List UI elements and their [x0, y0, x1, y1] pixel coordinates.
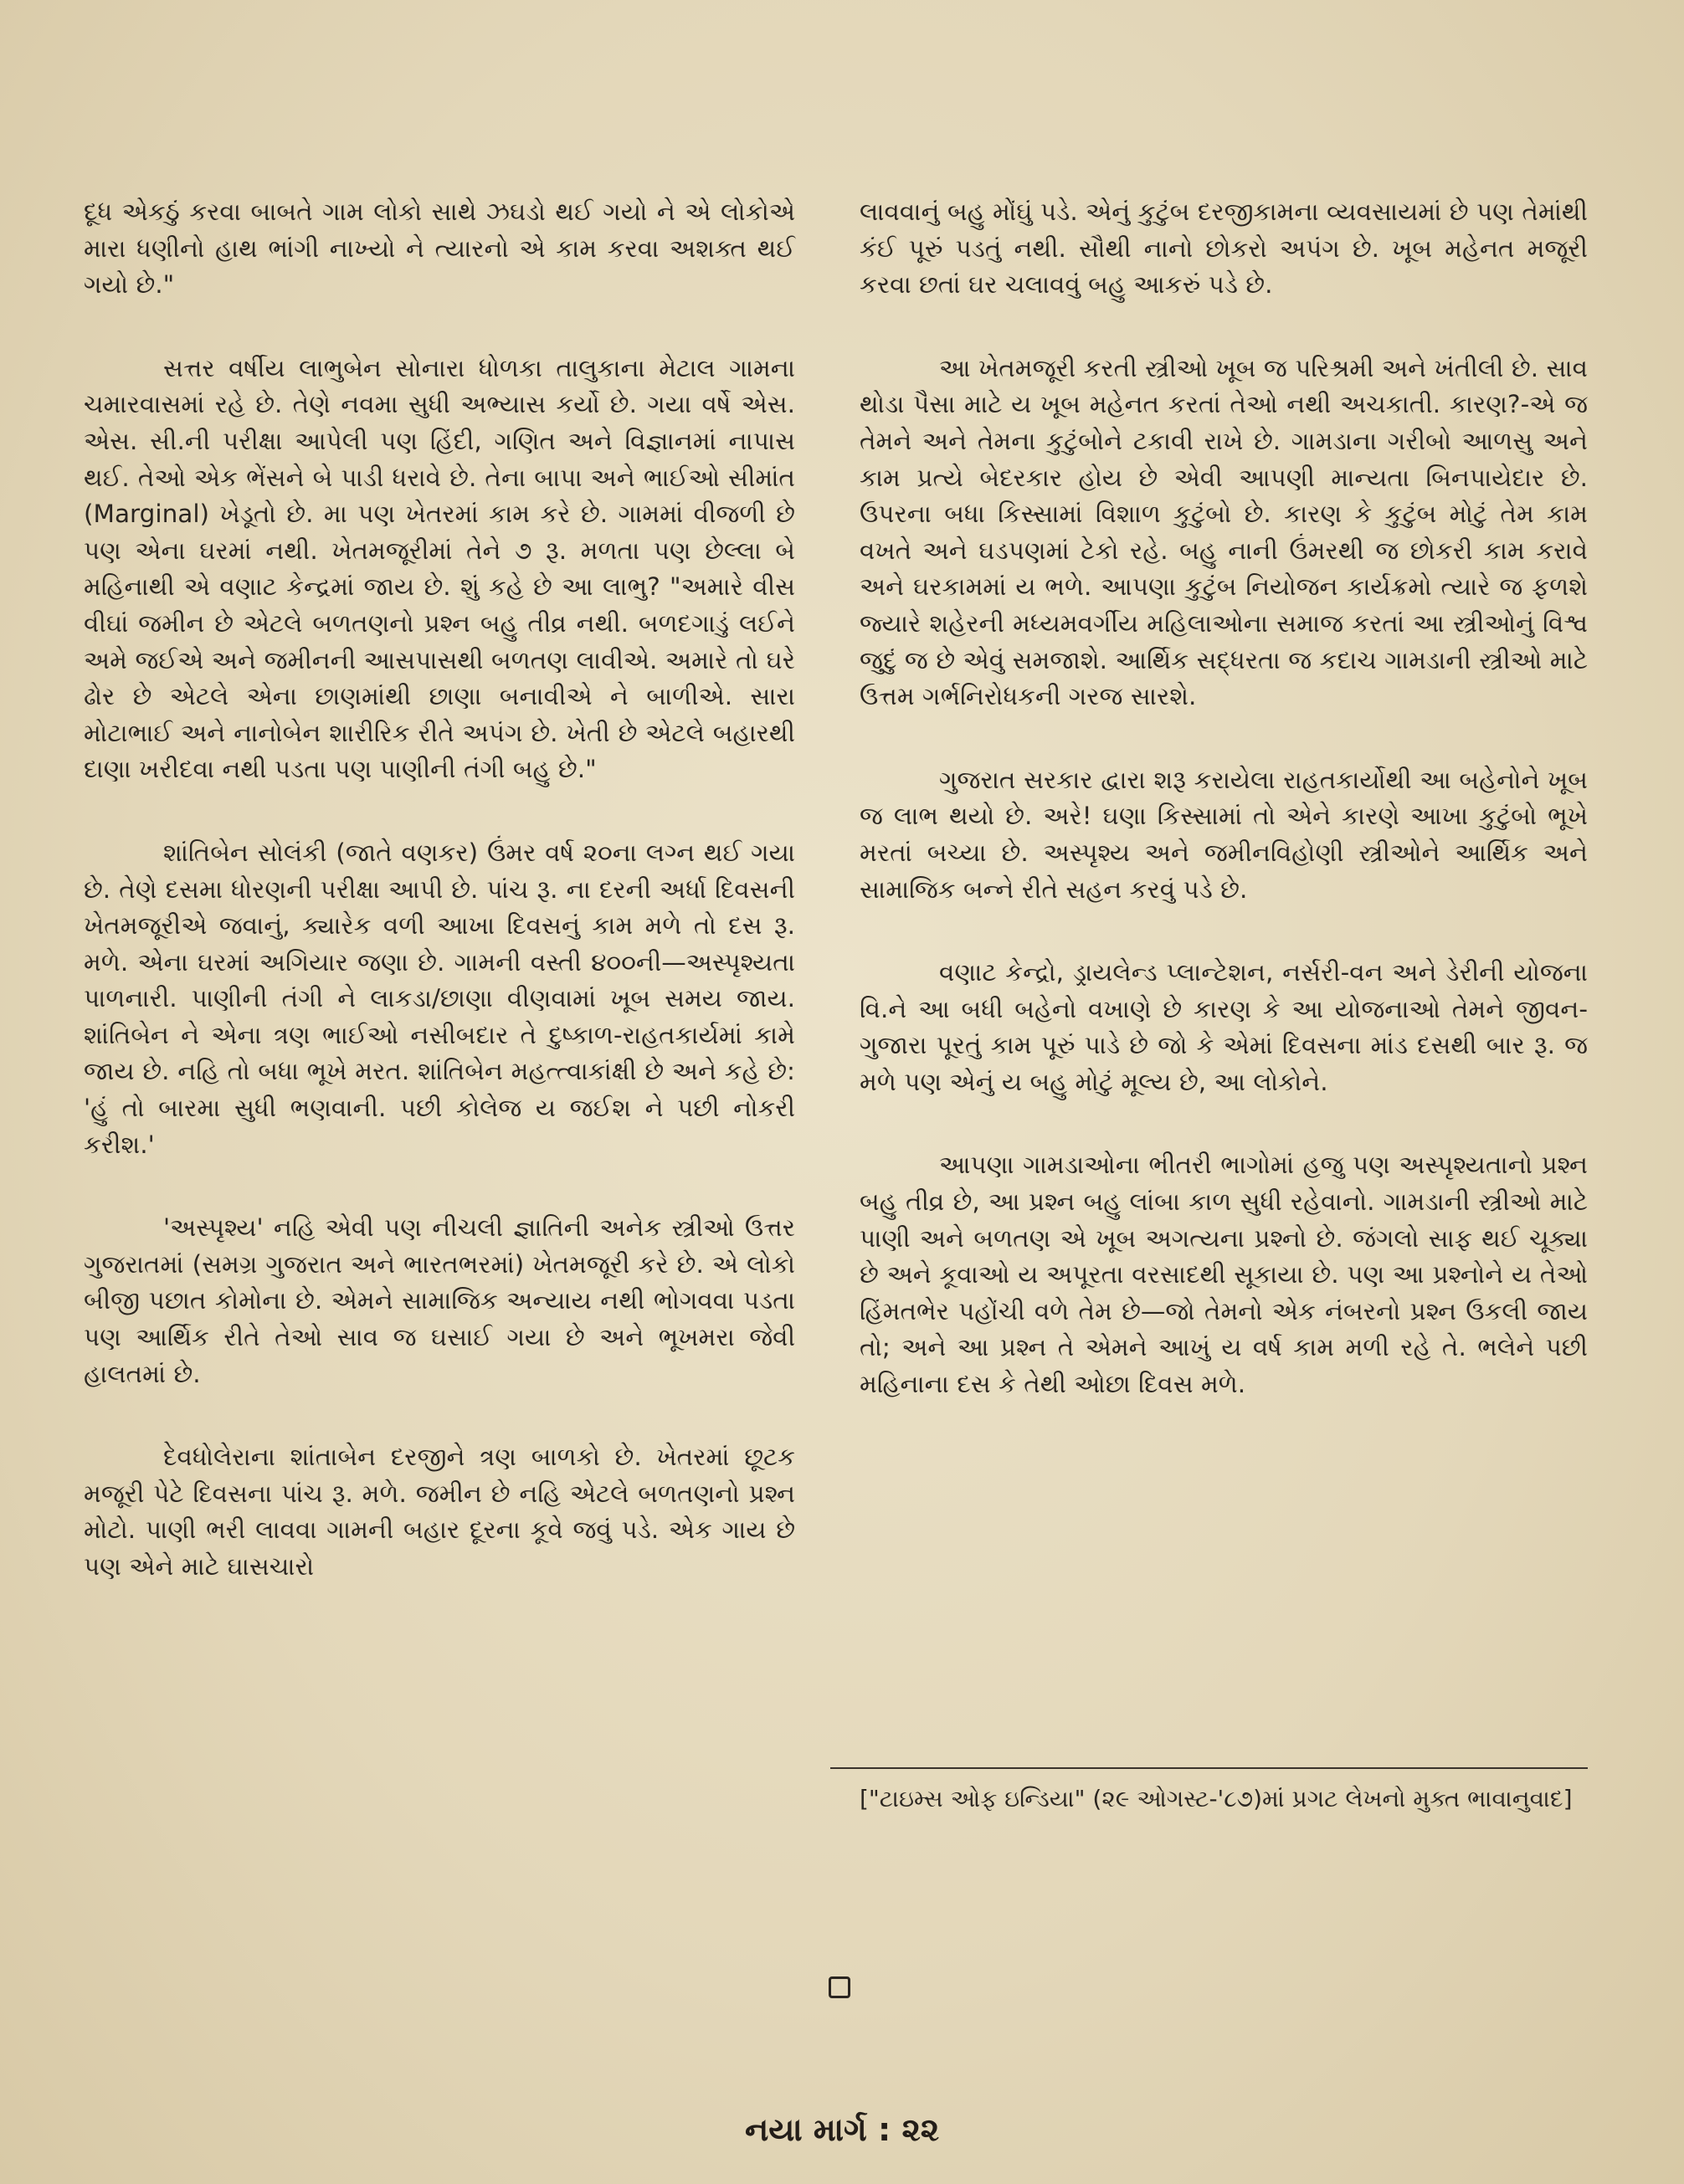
- paragraph: લાવવાનું બહુ મોંઘું પડે. એનું કુટુંબ દરજીકામના વ્યવસાયમાં છે પણ તેમાંથી કંઈ પૂરું પડતું નથી. સૌથી નાનો છોકરો અપંગ છે. ખૂબ મહેનત મજૂરી કરવા છતાં ઘર ચલાવવું બહુ આકરું પડે છે.: [860, 197, 1588, 300]
- source-note: ["ટાઇમ્સ ઓફ ઇન્ડિયા" (૨૯ ઓગસ્ટ-'૮૭)માં પ્રગટ લેખનો મુક્ત ભાવાનુવાદ]: [860, 1785, 1573, 1812]
- paragraph: દેવધોલેરાના શાંતાબેન દરજીને ત્રણ બાળકો છે. ખેતરમાં છૂટક મજૂરી પેટે દિવસના પાંચ રૂ. મળે. જમીન છે નહિ એટલે બળતણનો પ્રશ્ન મોટો. પાણી ભરી લાવવા ગામની બહાર દૂરના કૂવે જવું પડે. એક ગાય છે પણ એને માટે ઘાસચારો: [84, 1443, 795, 1581]
- end-mark-icon: [829, 1976, 850, 1998]
- right-column: [860, 194, 1588, 1450]
- left-column: [84, 194, 795, 1633]
- paragraph: સત્તર વર્ષીય લાભુબેન સોનારા ધોળકા તાલુકાના મેટાલ ગામના ચમારવાસમાં રહે છે. તેણે નવમા સુધી અભ્યાસ કર્યો છે. ગયા વર્ષે એસ. એસ. સી.ની પરીક્ષા આપેલી પણ હિંદી, ગણિત અને વિજ્ઞાનમાં નાપાસ થઈ. તેઓ એક ભેંસને બે પાડી ધરાવે છે. તેના બાપા અને ભાઈઓ સીમાંત (Marginal) ખેડૂતો છે. મા પણ ખેતરમાં કામ કરે છે. ગામમાં વીજળી છે પણ એના ઘરમાં નથી. ખેતમજૂરીમાં તેને ૭ રૂ. મળતા પણ છેલ્લા બે મહિનાથી એ વણાટ કેન્દ્રમાં જાય છે. શું કહે છે આ લાભુ? "અમારે વીસ વીઘાં જમીન છે એટલે બળતણનો પ્રશ્ન બહુ તીવ્ર નથી. બળદગાડું લઈને અમે જઈએ અને જમીનની આસપાસથી બળતણ લાવીએ. અમારે તો ઘરે ઢોર છે એટલે એના છાણમાંથી છાણા બનાવીએ ને બાળીએ. સારા મોટાભાઈ અને નાનોબેન શારીરિક રીતે અપંગ છે. ખેતી છે એટલે બહારથી દાણા ખરીદવા નથી પડતા પણ પાણીની તંગી બહુ છે.": [84, 353, 795, 784]
- paragraph: ગુજરાત સરકાર દ્વારા શરૂ કરાયેલા રાહતકાર્યોથી આ બહેનોને ખૂબ જ લાભ થયો છે. અરે! ઘણા કિસ્સામાં તો એને કારણે આખા કુટુંબો ભૂખે મરતાં બચ્યા છે. અસ્પૃશ્ય અને જમીનવિહોણી સ્ત્રીઓને આર્થિક અને સામાજિક બન્ને રીતે સહન કરવું પડે છે.: [860, 765, 1588, 904]
- paragraph: 'અસ્પૃશ્ય' નહિ એવી પણ નીચલી જ્ઞાતિની અનેક સ્ત્રીઓ ઉત્તર ગુજરાતમાં (સમગ્ર ગુજરાત અને ભારતભરમાં) ખેતમજૂરી કરે છે. એ લોકો બીજી પછાત કોમોના છે. એમને સામાજિક અન્યાય નથી ભોગવવા પડતા પણ આર્થિક રીતે તેઓ સાવ જ ઘસાઈ ગયા છે અને ભૂખમરા જેવી હાલતમાં છે.: [84, 1213, 795, 1388]
- paragraph: વણાટ કેન્દ્રો, ડ્રાયલેન્ડ પ્લાન્ટેશન, નર્સરી-વન અને ડેરીની યોજના વિ.ને આ બધી બહેનો વખાણે છે કારણ કે આ યોજનાઓ તેમને જીવન-ગુજારા પૂરતું કામ પૂરું પાડે છે જો કે એમાં દિવસના માંડ દસથી બાર રૂ. જ મળે પણ એનું ય બહુ મોટું મૂલ્ય છે, આ લોકોને.: [860, 958, 1588, 1096]
- paragraph: આપણા ગામડાઓના ભીતરી ભાગોમાં હજુ પણ અસ્પૃશ્યતાનો પ્રશ્ન બહુ તીવ્ર છે, આ પ્રશ્ન બહુ લાંબા કાળ સુધી રહેવાનો. ગામડાની સ્ત્રીઓ માટે પાણી અને બળતણ એ ખૂબ અગત્યના પ્રશ્નો છે. જંગલો સાફ થઈ ચૂક્યા છે અને કૂવાઓ ય અપૂરતા વરસાદથી સૂકાયા છે. પણ આ પ્રશ્નોને ય તેઓ હિંમતભેર પહોંચી વળે તેમ છે—જો તેમનો એક નંબરનો પ્રશ્ન ઉકલી જાય તો; અને આ પ્રશ્ન તે એમને આખું ય વર્ષ કામ મળી રહે તે. ભલેને પછી મહિનાના દસ કે તેથી ઓછા દિવસ મળે.: [860, 1151, 1588, 1399]
- paragraph: દૂધ એકઠું કરવા બાબતે ગામ લોકો સાથે ઝઘડો થઈ ગયો ને એ લોકોએ મારા ધણીનો હાથ ભાંગી નાખ્યો ને ત્યારનો એ કામ કરવા અશક્ત થઈ ગયો છે.": [84, 197, 795, 300]
- page-footer: નયા માર્ગ : ૨૨: [744, 2111, 940, 2148]
- paragraph: આ ખેતમજૂરી કરતી સ્ત્રીઓ ખૂબ જ પરિશ્રમી અને ખંતીલી છે. સાવ થોડા પૈસા માટે ય ખૂબ મહેનત કરતાં તેઓ નથી અચકાતી. કારણ?-એ જ તેમને અને તેમના કુટુંબોને ટકાવી રાખે છે. ગામડાના ગરીબો આળસુ અને કામ પ્રત્યે બેદરકાર હોય છે એવી આપણી માન્યતા બિનપાયેદાર છે. ઉપરના બધા કિસ્સામાં વિશાળ કુટુંબો છે. કારણ કે કુટુંબ મોટું તેમ કામ વખતે અને ઘડપણમાં ટેકો રહે. બહુ નાની ઉંમરથી જ છોકરી કામ કરાવે અને ઘરકામમાં ય ભળે. આપણા કુટુંબ નિયોજન કાર્યક્રમો ત્યારે જ ફળશે જ્યારે શહેરની મધ્યમવર્ગીય મહિલાઓના સમાજ કરતાં આ સ્ત્રીઓનું વિશ્વ જુદું જ છે એવું સમજાશે. આર્થિક સદ્ધરતા જ કદાચ ગામડાની સ્ત્રીઓ માટે ઉત્તમ ગર્ભનિરોધકની ગરજ સારશે.: [860, 353, 1588, 711]
- divider-rule: [830, 1767, 1588, 1769]
- paragraph: શાંતિબેન સોલંકી (જાતે વણકર) ઉંમર વર્ષ ૨૦ના લગ્ન થઈ ગયા છે. તેણે દસમા ધોરણની પરીક્ષા આપી છે. પાંચ રૂ. ના દરની અર્ધા દિવસની ખેતમજૂરીએ જવાનું, ક્યારેક વળી આખા દિવસનું કામ મળે તો દસ રૂ. મળે. એના ઘરમાં અગિયાર જણા છે. ગામની વસ્તી ૪૦૦ની—અસ્પૃશ્યતા પાળનારી. પાણીની તંગી ને લાકડા/છાણા વીણવામાં ખૂબ સમય જાય. શાંતિબેન ને એના ત્રણ ભાઈઓ નસીબદાર તે દુષ્કાળ-રાહતકાર્યમાં કામે જાય છે. નહિ તો બધા ભૂખે મરત. શાંતિબેન મહત્ત્વાકાંક્ષી છે અને કહે છે: 'હું તો બારમા સુધી ભણવાની. પછી કોલેજ ય જઈશ ને પછી નોકરી કરીશ.': [84, 838, 795, 1159]
